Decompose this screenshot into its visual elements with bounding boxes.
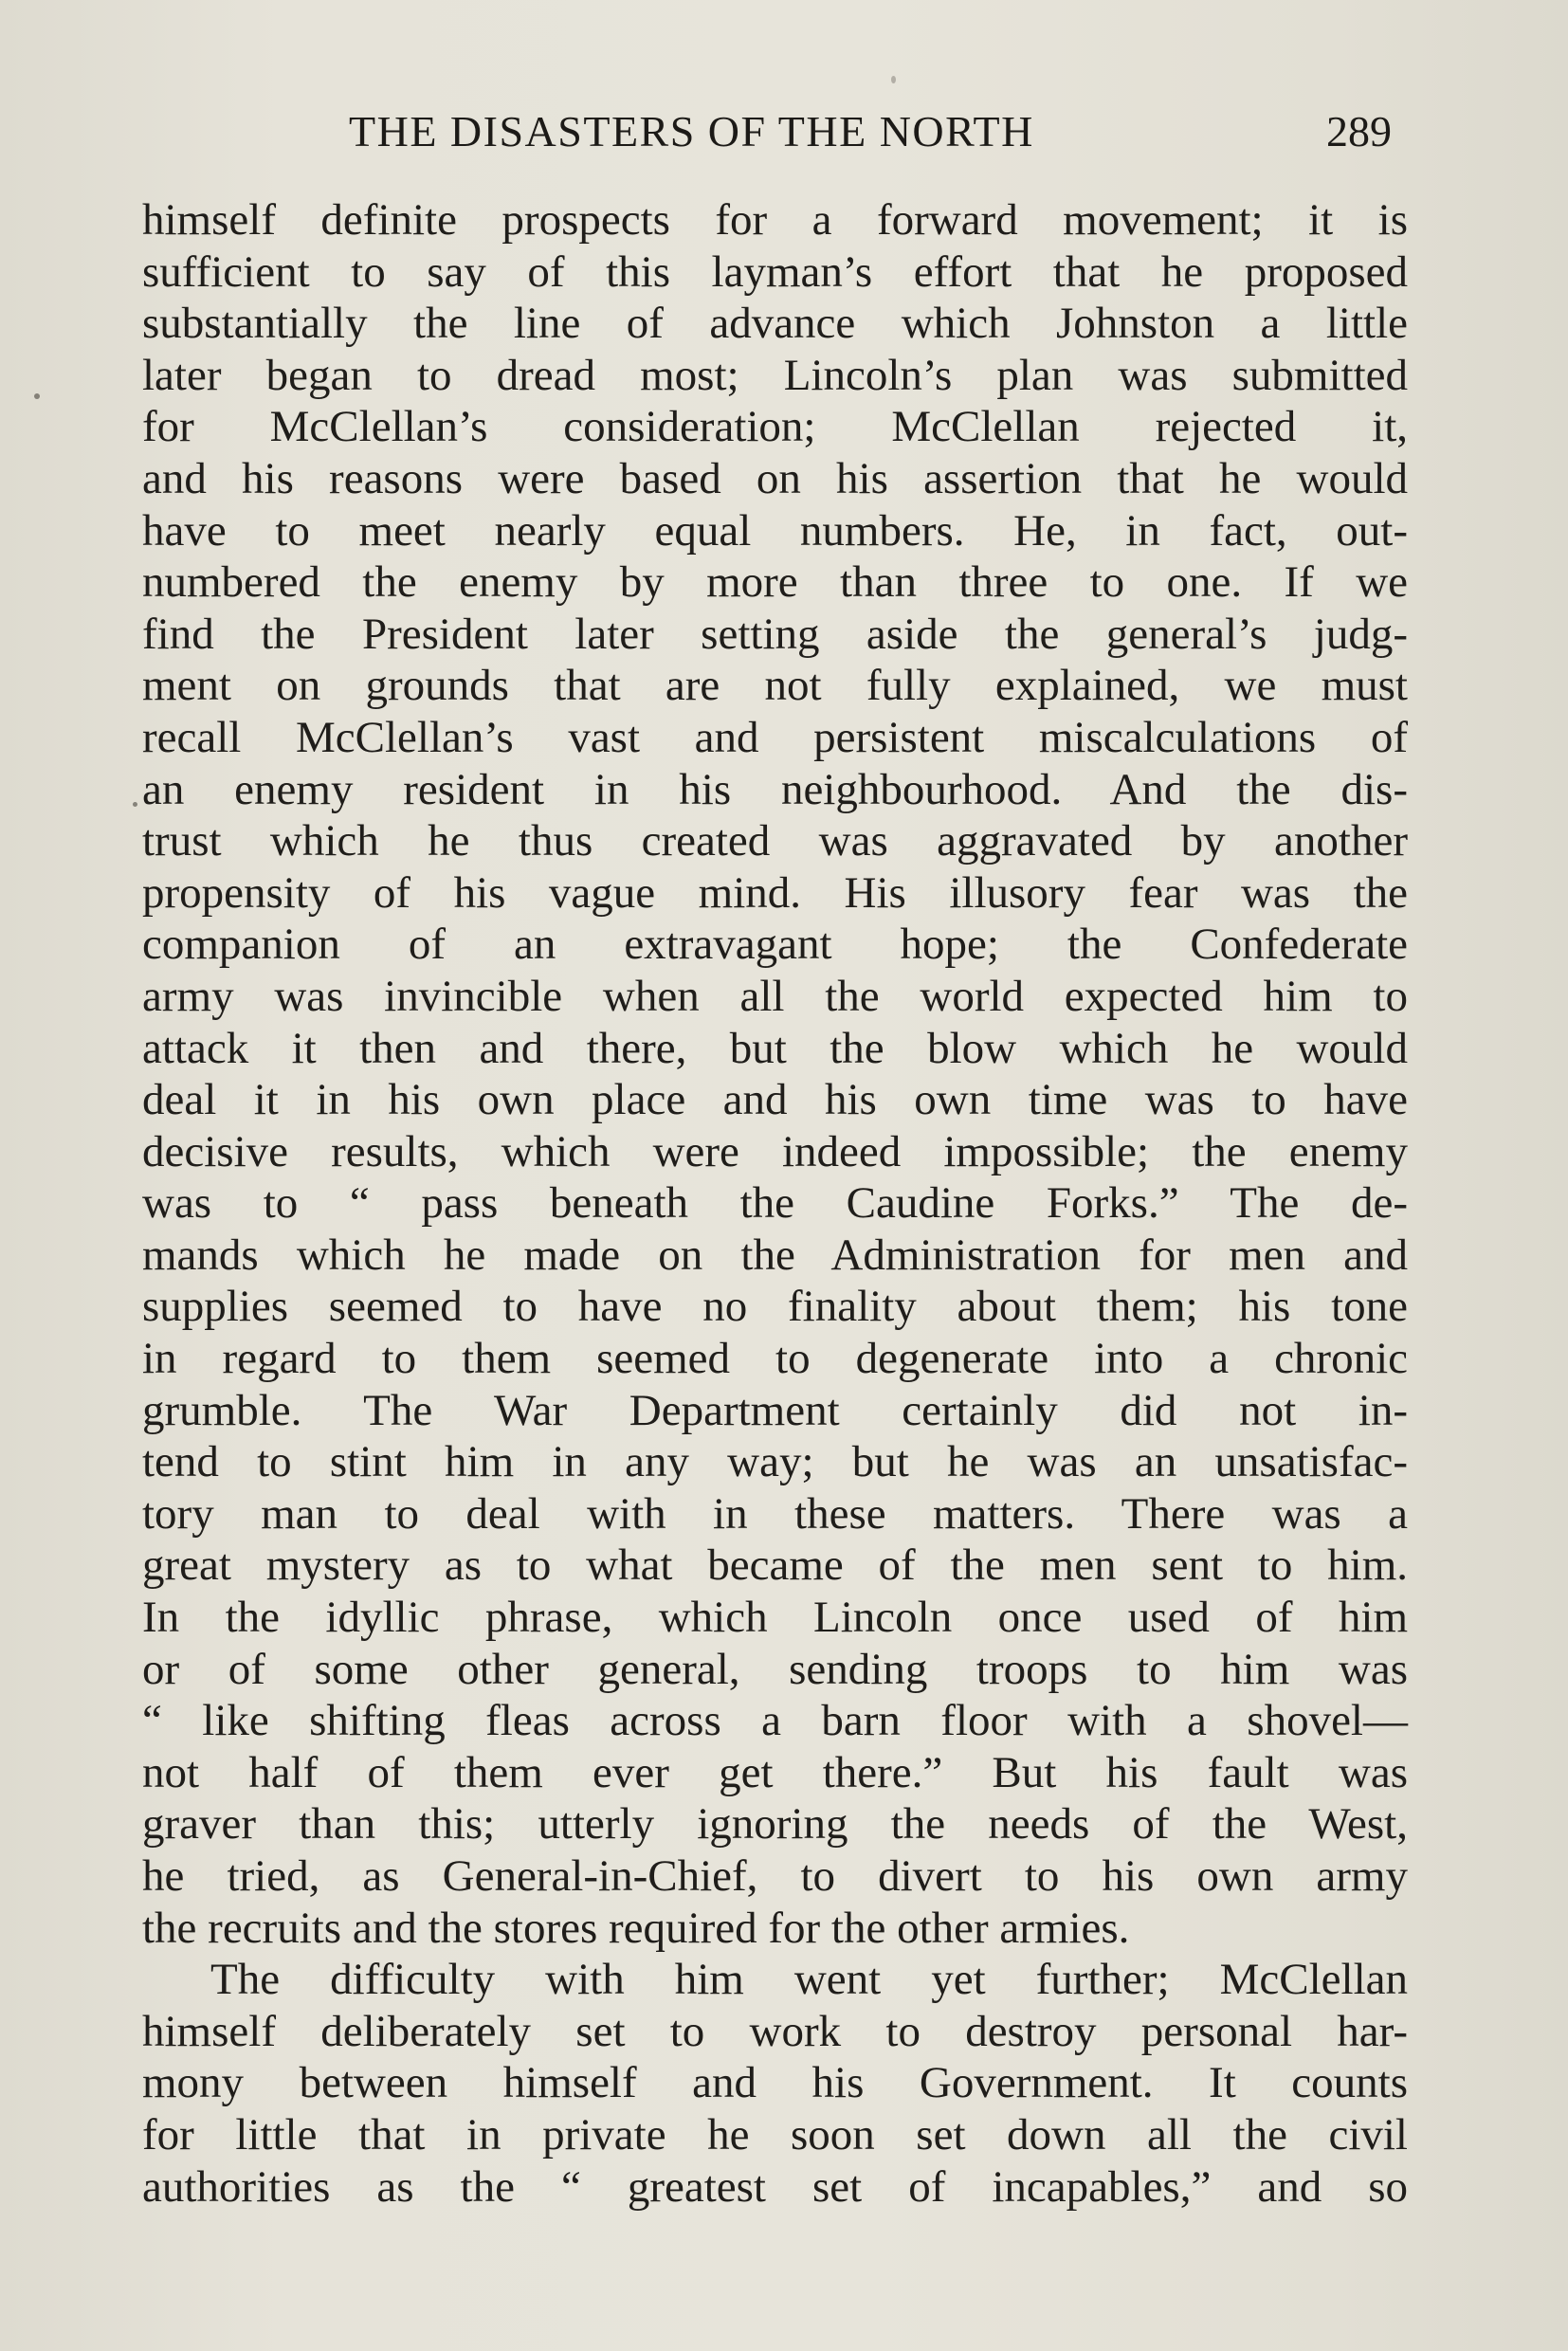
text-line: tory man to deal with in these matters. There was a [142,1488,1408,1539]
text-line: for little that in private he soon set down all the civil [142,2109,1408,2160]
text-line: mony between himself and his Government. It counts [142,2058,1408,2108]
text-line: have to meet nearly equal numbers. He, in fact, out- [142,505,1408,556]
text-line: mands which he made on the Administration for men and [142,1230,1408,1280]
text-line: or of some other general, sending troops to him was [142,1644,1408,1694]
text-line: for McClellan’s consideration; McClellan rejected it, [142,402,1408,452]
text-line: he tried, as General-in-Chief, to divert to his own army [142,1851,1408,1901]
running-head [349,106,1392,173]
text-line: himself deliberately set to work to destroy personal har- [142,2006,1408,2056]
text-line: later began to dread most; Lincoln’s plan was submitted [142,350,1408,400]
text-line: propensity of his vague mind. His illusory fear was the [142,867,1408,918]
page-number: 289 [1326,107,1392,155]
text-line: grumble. The War Department certainly did not in- [142,1385,1408,1435]
text-line: find the President later setting aside the general’s judg- [142,609,1408,659]
paper-speck [133,802,137,807]
paper-speck [891,76,896,83]
text-line: substantially the line of advance which Johnston a little [142,299,1408,349]
text-line: army was invincible when all the world expected him to [142,971,1408,1021]
text-line: attack it then and there, but the blow which he would [142,1023,1408,1073]
text-line: deal it in his own place and his own time was to have [142,1075,1408,1125]
text-line: sufficient to say of this layman’s effort that he proposed [142,246,1408,297]
text-line: “ like shifting fleas across a barn floor with a shovel— [142,1696,1408,1746]
text-line: companion of an extravagant hope; the Confederate [142,920,1408,970]
text-line: trust which he thus created was aggravated by another [142,816,1408,866]
text-line: not half of them ever get there.” But his fault was [142,1747,1408,1797]
text-line: himself definite prospects for a forward movement; it is [142,195,1408,245]
text-line: graver than this; utterly ignoring the needs of the West, [142,1799,1408,1850]
text-line: an enemy resident in his neighbourhood. And the dis- [142,764,1408,814]
text-line: In the idyllic phrase, which Lincoln once used of him [142,1593,1408,1643]
text-line: numbered the enemy by more than three to one. If we [142,557,1408,608]
text-line: decisive results, which were indeed impossible; the enemy [142,1126,1408,1176]
text-line: and his reasons were based on his assertion that he would [142,453,1408,503]
text-line: authorities as the “ greatest set of incapables,” and so [142,2161,1408,2212]
running-title: THE DISASTERS OF THE NORTH [349,107,1034,155]
text-line: was to “ pass beneath the Caudine Forks.” The de- [142,1178,1408,1229]
text-line: in regard to them seemed to degenerate into a chronic [142,1334,1408,1384]
text-line: tend to stint him in any way; but he was an unsatisfac- [142,1437,1408,1487]
paragraph-end-line: the recruits and the stores required for the other armies. [142,1903,1130,1953]
paragraph-first-line: The difficulty with him went yet further; McClellan [210,1955,1408,2005]
paper-speck [34,393,40,399]
text-line: great mystery as to what became of the men sent to him. [142,1540,1408,1591]
text-line: recall McClellan’s vast and persistent miscalculations of [142,712,1408,762]
text-line: supplies seemed to have no finality about them; his tone [142,1282,1408,1332]
text-line: ment on grounds that are not fully explained, we must [142,661,1408,711]
body-text [142,194,1408,2213]
